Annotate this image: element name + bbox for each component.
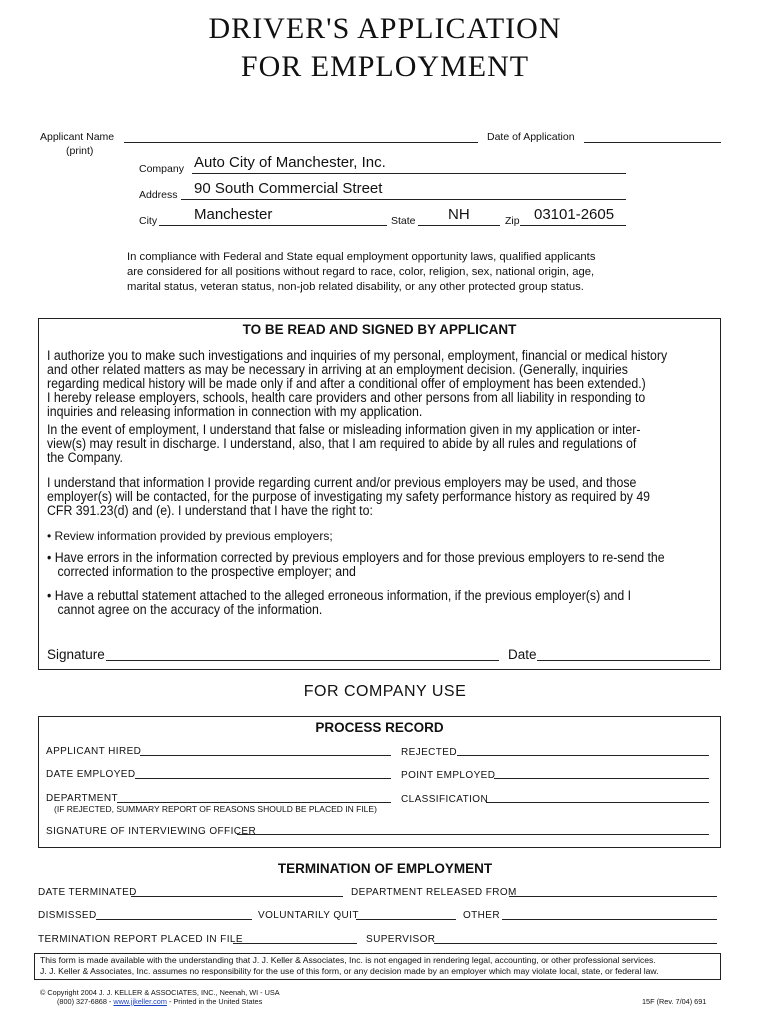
text-line: I hereby release employers, schools, health care providers and other persons from all liability in responding to [47, 390, 646, 406]
right-rebuttal-bullet [47, 589, 718, 617]
company-value: Auto City of Manchester, Inc. [194, 154, 386, 171]
compliance-line: In compliance with Federal and State equal employment opportunity laws, qualified applicants [127, 251, 596, 263]
date-terminated-label: DATE TERMINATED [38, 887, 137, 898]
disclaimer-line: J. J. Keller & Associates, Inc. assumes no responsibility for the use of this form, or any decision made by an employer which may violate local, state, or federal law. [40, 966, 659, 976]
zip-label: Zip [505, 215, 520, 227]
date-employed-label: DATE EMPLOYED [46, 769, 136, 780]
publisher-contact [57, 997, 262, 1006]
state-label: State [391, 215, 416, 227]
interviewing-officer-field[interactable] [237, 834, 709, 835]
dismissed-field[interactable] [96, 919, 252, 920]
supervisor-field[interactable] [434, 943, 717, 944]
signature-date-field[interactable] [537, 660, 710, 661]
date-of-application-field[interactable] [584, 142, 721, 143]
signature-field[interactable] [106, 660, 499, 661]
supervisor-label: SUPERVISOR [366, 934, 436, 945]
termination-heading: TERMINATION OF EMPLOYMENT [277, 861, 493, 876]
right-review-bullet: • Review information provided by previous employers; [47, 529, 333, 543]
text-line: • Have errors in the information corrected by previous employers and for those previous employers to re-send the [47, 550, 665, 566]
rejected-label: REJECTED [401, 747, 457, 758]
city-value: Manchester [194, 206, 273, 223]
department-released-label: DEPARTMENT RELEASED FROM [351, 887, 517, 898]
interviewing-officer-label: SIGNATURE OF INTERVIEWING OFFICER [46, 826, 257, 837]
other-label: OTHER [463, 910, 500, 921]
disclaimer-line: This form is made available with the understanding that J. J. Keller & Associates, Inc. is not engaged in rendering legal, accounting, or other professional services. [40, 955, 656, 965]
text-line: I authorize you to make such investigations and inquiries of my personal, employment, financial or medical history [47, 348, 668, 364]
print-label: (print) [66, 145, 94, 157]
publisher-website-link[interactable]: www.jjkeller.com [113, 997, 167, 1006]
point-employed-label: POINT EMPLOYED [401, 770, 496, 781]
department-label: DEPARTMENT [46, 793, 118, 804]
city-label: City [139, 215, 158, 227]
text-line: and other related matters as may be necessary in arriving at an employment decision. (Generally, inquiries [47, 362, 628, 378]
compliance-line: are considered for all positions without regard to race, color, religion, sex, national origin, age, [127, 266, 595, 278]
text-line: • Have a rebuttal statement attached to the alleged erroneous information, if the previous employer(s) and I [47, 588, 632, 604]
company-use-heading: FOR COMPANY USE [303, 683, 467, 700]
applicant-name-label: Applicant Name [40, 131, 115, 143]
publisher-phone: (800) 327-6868 - [57, 997, 112, 1006]
compliance-line: marital status, veteran status, non-job related disability, or any other protected group status. [127, 281, 584, 293]
address-field[interactable] [181, 199, 626, 200]
classification-label: CLASSIFICATION [401, 794, 489, 805]
zip-field[interactable] [520, 225, 626, 226]
text-line: the Company. [47, 450, 123, 466]
point-employed-field[interactable] [494, 778, 709, 779]
voluntarily-quit-field[interactable] [356, 919, 456, 920]
termination-report-field[interactable] [233, 943, 357, 944]
text-line: corrected information to the prospective employer; and [57, 564, 356, 580]
text-line: inquiries and releasing information in connection with my application. [47, 404, 423, 420]
copyright-notice: © Copyright 2004 J. J. KELLER & ASSOCIATES, INC., Neenah, WI - USA [40, 988, 280, 997]
company-label: Company [139, 163, 184, 175]
zip-value: 03101-2605 [534, 206, 615, 223]
signature-date-label: Date [508, 647, 537, 662]
text-line: I understand that information I provide regarding current and/or previous employers may be used, and those [47, 475, 637, 491]
date-of-application-label: Date of Application [487, 131, 575, 143]
address-value: 90 South Commercial Street [194, 180, 383, 197]
form-title-line1: DRIVER'S APPLICATION [208, 12, 562, 45]
dismissed-label: DISMISSED [38, 910, 97, 921]
department-released-field[interactable] [509, 896, 717, 897]
text-line: In the event of employment, I understand that false or misleading information given in my application or inter- [47, 422, 641, 438]
process-record-heading: PROCESS RECORD [315, 720, 444, 735]
printed-in-usa: - Printed in the United States [168, 997, 263, 1006]
voluntarily-quit-label: VOLUNTARILY QUIT [258, 910, 359, 921]
form-revision-id: 15F (Rev. 7/04) 691 [642, 997, 707, 1006]
authorization-paragraph-3 [47, 476, 740, 518]
state-field[interactable] [418, 225, 500, 226]
disclaimer-text [40, 955, 659, 977]
classification-field[interactable] [486, 802, 709, 803]
department-field[interactable] [117, 802, 391, 803]
signature-label: Signature [47, 647, 105, 662]
text-line: regarding medical history will be made only if and after a conditional offer of employment has been extended.) [47, 376, 646, 392]
text-line: CFR 391.23(d) and (e). I understand that I have the right to: [47, 503, 373, 519]
applicant-name-field[interactable] [124, 142, 478, 143]
city-field[interactable] [159, 225, 387, 226]
applicant-hired-field[interactable] [140, 755, 391, 756]
form-title-line2: FOR EMPLOYMENT [240, 50, 530, 83]
text-line: cannot agree on the accuracy of the information. [57, 602, 323, 618]
company-field[interactable] [192, 173, 626, 174]
other-field[interactable] [502, 919, 717, 920]
state-value: NH [448, 206, 470, 223]
date-terminated-field[interactable] [131, 896, 343, 897]
date-employed-field[interactable] [135, 778, 391, 779]
authorization-paragraph-1 [47, 349, 760, 419]
text-line: view(s) may result in discharge. I understand, also, that I am required to abide by all rules and regulations of [47, 436, 637, 452]
compliance-statement [127, 250, 595, 295]
rejected-note: (IF REJECTED, SUMMARY REPORT OF REASONS SHOULD BE PLACED IN FILE) [54, 804, 377, 814]
rejected-field[interactable] [457, 755, 709, 756]
authorization-paragraph-2 [47, 423, 729, 465]
applicant-hired-label: APPLICANT HIRED [46, 746, 142, 757]
right-correct-bullet [47, 551, 757, 579]
termination-report-label: TERMINATION REPORT PLACED IN FILE [38, 934, 243, 945]
address-label: Address [139, 189, 178, 201]
text-line: employer(s) will be contacted, for the purpose of investigating my safety performance history as required by 49 [47, 489, 651, 505]
authorization-heading: TO BE READ AND SIGNED BY APPLICANT [242, 322, 517, 337]
